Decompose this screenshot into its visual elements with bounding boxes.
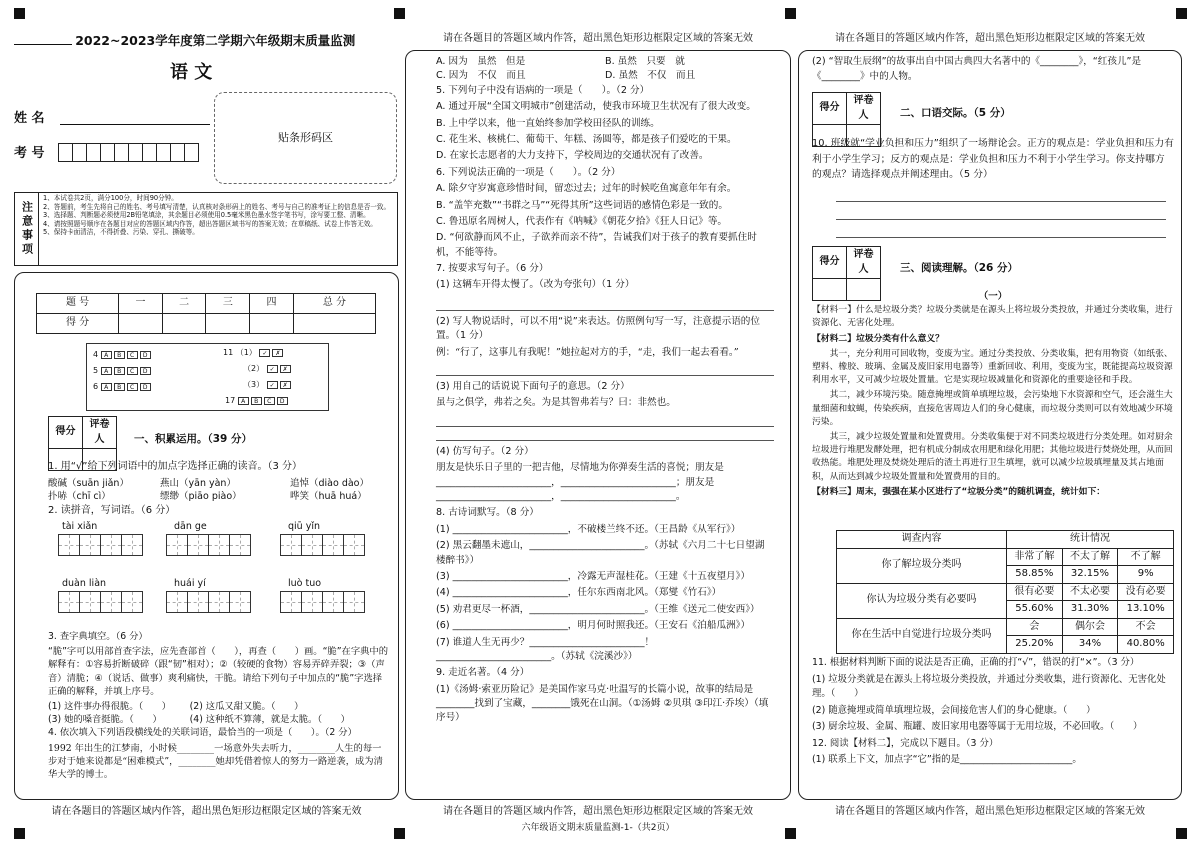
material1: 【材料一】什么是垃圾分类？垃圾分类就是在源头上将垃圾分类投放，并通过分类收集，进行资源化、无害化处理。	[812, 305, 1173, 329]
q11-item[interactable]: (3) 厨余垃圾、金属、瓶罐、废旧家用电器等属于无用垃圾，不必回收。（ ）	[812, 721, 1143, 733]
registration-mark-top-mid-right	[785, 8, 796, 19]
name-field[interactable]	[60, 124, 210, 125]
survey-value: 13.10%	[1118, 601, 1174, 619]
survey-option: 不太了解	[1062, 548, 1118, 566]
q6-option[interactable]: B. “盖竿充数”“书群之马”“死得其所”这些词语的感情色彩是一致的。	[436, 199, 728, 211]
q8-item[interactable]: (4) ________________________，任尔东西南北风。（郑燮《竹石》）	[436, 587, 722, 599]
section2-title: 二、口语交际。（5 分）	[900, 107, 1011, 119]
q7-prompt: 7. 按要求写句子。（6 分）	[436, 263, 549, 275]
q4-prompt: 4. 依次填入下列语段横线处的关联词语，最恰当的一项是（ ）。（2 分）	[48, 727, 357, 739]
q9-1[interactable]: (1)《汤姆·索亚历险记》是美国作家马克·吐温写的长篇小说，故事的结局是________找到了宝藏，________饿死在山洞。（①汤姆 ②贝琪 ③印江·乔埃）（填序号）	[436, 683, 769, 724]
pinyin-item[interactable]: duàn liàn	[58, 577, 142, 618]
middle-content	[436, 55, 774, 728]
cross-icon: ✗	[280, 365, 291, 373]
omr-row-17[interactable]: 17 A B C D	[225, 395, 290, 407]
barcode-area	[214, 92, 397, 184]
omr-row-11-1[interactable]: 11 （1） ✓ ✗	[223, 347, 285, 359]
registration-mark-top-mid-left	[394, 8, 405, 19]
check-icon: ✓	[267, 381, 278, 389]
omr-answer-box	[86, 343, 329, 411]
survey-option: 没有必要	[1118, 583, 1174, 601]
omr-row-4[interactable]: 4 A B C D	[93, 349, 153, 361]
notes-label: 注意事项	[15, 193, 39, 265]
scorer-grader-label: 评卷人	[847, 247, 881, 279]
q8-item[interactable]: (1) ________________________，不破楼兰终不还。（王昌龄《从军行》）	[436, 523, 741, 535]
score-table	[36, 293, 376, 334]
q5-option[interactable]: B. 上中学以来，他一直始终参加学校田径队的训练。	[436, 117, 660, 129]
exam-title: 2022~2023学年度第二学期六年级期末质量监测	[75, 33, 356, 48]
cross-icon: ✗	[280, 381, 291, 389]
q1-item[interactable]: 扑哧（chī cì）	[48, 491, 111, 503]
survey-value: 25.20%	[1007, 636, 1063, 654]
material2-p3: 其三，减少垃圾处置量和处置费用。分类收集便于对不同类垃圾进行分类处理。如对厨余垃圾进行堆肥发酵处理，把有机成分制成农用肥和绿化用肥；其他垃圾进行焚烧处理，从而回收热能。堆肥处理及焚烧处理后的渣土再进行卫生填埋，就可以减少垃圾填埋量及其占地面积，从而达到减少垃圾处置量和处置费用的目的。	[812, 431, 1173, 482]
pinyin-item[interactable]: luò tuo	[280, 577, 364, 618]
q12-prompt: 12. 阅读【材料二】，完成以下题目。（3 分）	[812, 737, 999, 749]
score-header: 一	[119, 294, 163, 314]
note-item: 2、答题前，考生先将自己的姓名、考号填写清楚，认真核对条形码上的姓名、考号与自己的准考证上的信息是否一致。	[43, 202, 391, 211]
q5-option[interactable]: D. 在家长志愿者的大力支持下，学校周边的交通状况有了改善。	[436, 150, 709, 162]
score-cell[interactable]	[293, 314, 375, 334]
scorer-grader-label: 评卷人	[83, 417, 117, 449]
survey-header: 调查内容	[837, 531, 1007, 549]
q8-prompt: 8. 古诗词默写。（8 分）	[436, 507, 539, 519]
boundary-notice-mid-top: 请在各题目的答题区域内作答，超出黑色矩形边框限定区域的答案无效	[443, 33, 753, 44]
q11-prompt: 11. 根据材料判断下面的说法是否正确，正确的打“√”，错误的打“×”。（3 分）	[812, 657, 1140, 668]
q7-2-example: 例：“行了，这事儿有我呢！”她拉起对方的手，“走，我们一起去看看。”	[436, 346, 739, 358]
page-footer: 六年级语文期末质量监测-1-（共2页）	[521, 823, 675, 833]
answer-line[interactable]	[436, 427, 774, 441]
material2-title: 【材料二】垃圾分类有什么意义？	[812, 333, 944, 344]
scorer-grader-label: 评卷人	[847, 93, 881, 125]
material3: 【材料三】周末，强强在某小区进行了“垃圾分类”的随机调查，统计如下：	[812, 486, 1106, 497]
survey-option: 非常了解	[1007, 548, 1063, 566]
score-cell[interactable]	[250, 314, 294, 334]
survey-question: 你了解垃圾分类吗	[837, 548, 1007, 583]
q12-1[interactable]: (1) 联系上下文，加点字“它”指的是________________________。	[812, 754, 1082, 766]
answer-line[interactable]	[836, 237, 1166, 238]
omr-row-6[interactable]: 6 A B C D	[93, 381, 153, 393]
scorer-score-label: 得分	[813, 247, 847, 279]
q8-item[interactable]: (6) ________________________，明月何时照我还。（王安石《泊船瓜洲》）	[436, 620, 751, 632]
notes-box	[14, 192, 398, 266]
boundary-notice-right-top: 请在各题目的答题区域内作答，超出黑色矩形边框限定区域的答案无效	[835, 33, 1145, 44]
q1-item[interactable]: 缥缈（piāo piào）	[160, 491, 242, 503]
survey-value: 9%	[1118, 566, 1174, 584]
q9-prompt: 9. 走近名著。（4 分）	[436, 667, 530, 679]
section3-title: 三、阅读理解。（26 分）	[900, 262, 1019, 274]
survey-value: 55.60%	[1007, 601, 1063, 619]
pinyin-item[interactable]: dān ge	[166, 520, 250, 561]
boundary-notice-right-bottom: 请在各题目的答题区域内作答，超出黑色矩形边框限定区域的答案无效	[835, 806, 1145, 817]
survey-value: 32.15%	[1062, 566, 1118, 584]
registration-mark-bottom-mid-left	[394, 828, 405, 839]
survey-option: 不会	[1118, 618, 1174, 636]
q6-option[interactable]: D. “何欲静而风不止，子欲养而亲不待”，告诫我们对于孩子的教育要抓住时机，不能等待。	[436, 232, 757, 258]
q3-text: “脆”字可以用部首查字法，应先查部首（ ），再查（ ）画。“脆”在字典中的解释有：①容易折断破碎（跟“韧”相对）；②（较硬的食物）容易弄碎弄裂；③（声音）清脆；④（说话、做事）爽利痛快，干脆。请给下列句子中加点的“脆”字选择正确的解释，并填上序号。	[48, 646, 389, 697]
survey-question: 你在生活中自觉进行垃圾分类吗	[837, 618, 1007, 653]
q9-2[interactable]: (2) “智取生辰纲”的故事出自中国古典四大名著中的《________》，“红孩儿”是《________》中的人物。	[812, 56, 1142, 83]
reading-material	[812, 290, 1174, 501]
registration-mark-bottom-left	[14, 828, 25, 839]
q8-item[interactable]: (2) 黑云翻墨未遮山，________________________。（苏轼《六月二十七日望湖楼醉书》）	[436, 540, 765, 566]
answer-line[interactable]	[436, 362, 774, 376]
survey-option: 会	[1007, 618, 1063, 636]
q3-item[interactable]: (2) 这瓜又甜又脆。（ ）	[189, 700, 304, 712]
score-header: 四	[250, 294, 294, 314]
q1-item[interactable]: 追悼（diào dào）	[290, 477, 369, 489]
q7-3-text: 虽与之俱学，弗若之矣。为是其智弗若与？曰：非然也。	[436, 397, 676, 409]
score-header: 二	[162, 294, 206, 314]
score-row-label: 得 分	[37, 314, 119, 334]
q3-item[interactable]: (3) 她的嗓音挺脆。（ ）	[48, 714, 162, 726]
score-header: 三	[206, 294, 250, 314]
q5-option[interactable]: C. 花生米、核桃仁、葡萄干、年糕、汤圆等，都是孩子们爱吃的干果。	[436, 133, 737, 145]
q11-item[interactable]: (1) 垃圾分类就是在源头上将垃圾分类投放，并通过分类收集，进行资源化、无害化处理。（ ）	[812, 673, 1166, 700]
q2-prompt: 2. 读拼音，写词语。（6 分）	[48, 505, 176, 517]
q3-item[interactable]: (4) 这种纸不算薄，就是太脆。（ ）	[189, 714, 350, 726]
answer-line[interactable]	[436, 413, 774, 427]
q7-4-text[interactable]: 朋友是快乐日子里的一把吉他，尽情地为你弹奏生活的喜悦；朋友是________________________，________________________；朋友是________________________，________________________。	[436, 462, 724, 502]
q11-q12-content	[812, 656, 1174, 770]
score-cell[interactable]	[119, 314, 163, 334]
q7-2: (2) 写人物说话时，可以不用“说”来表达。仿照例句写一写，注意提示语的位置。（1 分）	[436, 315, 760, 342]
note-item: 3、选择题、判断题必须使用2B铅笔填涂，其余题目必须使用0.5毫米黑色墨水签字笔书写，涂写要工整、清晰。	[43, 211, 370, 220]
q5-option[interactable]: A. 通过开展“全国文明城市”创建活动，使我市环境卫生状况有了很大改变。	[436, 101, 756, 113]
survey-option: 偶尔会	[1062, 618, 1118, 636]
q4-text: 1992 年出生的江梦南，小时候________一场意外失去听力，________人生的每一步对于她来说都是“困难模式”，________她却凭借着惊人的努力一路逆袭，成为清华大学的博士。	[48, 742, 383, 780]
survey-header: 统计情况	[1007, 531, 1174, 549]
q7-3: (3) 用自己的话说说下面句子的意思。（2 分）	[436, 381, 630, 393]
pinyin-item[interactable]: huái yí	[166, 577, 250, 618]
q4-option[interactable]: B. 虽然 只要 就	[605, 56, 685, 67]
answer-line[interactable]	[436, 295, 774, 311]
check-icon: ✓	[259, 349, 270, 357]
survey-option: 不了解	[1118, 548, 1174, 566]
note-item: 4、请按照题号顺序在各题目对应的答题区域内作答，超出答题区域书写的答案无效；在草稿纸、试卷上作答无效。	[43, 219, 377, 228]
q3-items	[48, 700, 388, 726]
section1-content	[48, 460, 388, 521]
exam-title-row	[14, 32, 398, 51]
q5-prompt: 5. 下列句子中没有语病的一项是（ ）。（2 分）	[436, 84, 650, 96]
q8-item[interactable]: (3) ________________________，冷露无声湿桂花。（王建《十五夜望月》）	[436, 570, 751, 582]
name-label: 姓 名	[14, 111, 45, 126]
q4-options	[436, 55, 774, 84]
q4-option[interactable]: C. 因为 不仅 而且	[436, 70, 526, 82]
q1-items	[48, 477, 388, 505]
pinyin-item[interactable]: tài xiǎn	[58, 520, 142, 561]
q8-item[interactable]: (7) 谁道人生无再少？________________________！________________________。（苏轼《浣溪沙》）	[436, 636, 655, 662]
q8-item[interactable]: (5) 劝君更尽一杯酒，________________________。（王维《送元二使安西》）	[436, 603, 760, 615]
q3-q4-content	[48, 630, 388, 783]
score-header: 总 分	[293, 294, 375, 314]
q6-prompt: 6. 下列说法正确的一项是（ ）。（2 分）	[436, 166, 621, 178]
material2-p1: 其一，充分利用可回收物，变废为宝。通过分类投放、分类收集，把有用物资（如纸张、塑料、橡胶、玻璃、金属及废旧家用电器等）重新回收、利用，变废为宝，既能提高垃圾资源利用水平，又可减少垃圾处置量。它是实现垃圾减量化和资源化的重要途径和手段。	[812, 348, 1173, 386]
q6-option[interactable]: C. 鲁迅原名周树人，代表作有《呐喊》《朝花夕拾》《狂人日记》等。	[436, 215, 728, 227]
scorer-score-label: 得分	[49, 417, 83, 449]
answer-line[interactable]	[836, 201, 1166, 202]
q3-prompt: 3. 查字典填空。（6 分）	[48, 631, 148, 642]
survey-option: 很有必要	[1007, 583, 1063, 601]
survey-value: 58.85%	[1007, 566, 1063, 584]
omr-row-5[interactable]: 5 A B C D	[93, 365, 153, 377]
q6-option[interactable]: A. 除夕守岁寓意珍惜时间，留恋过去；过年的时候吃鱼寓意年年有余。	[436, 183, 737, 195]
survey-table	[836, 530, 1174, 654]
pinyin-item[interactable]: qiū yǐn	[280, 520, 364, 561]
omr-row-11-2[interactable]: （2） ✓ ✗	[243, 363, 293, 375]
note-item: 1、本试卷共2页，满分100分，时间90分钟。	[43, 194, 178, 202]
q10-prompt: 10. 班级就“学业负担和压力”组织了一场辩论会。正方的观点是：学业负担和压力有利于小学生学习；反方的观点是：学业负担和压力不利于小学生学习。你支持哪方的观点？请选择观点并阐述理由。（5 分）	[812, 138, 1174, 181]
cross-icon: ✗	[272, 349, 283, 357]
score-header: 题 号	[37, 294, 119, 314]
registration-mark-top-left	[14, 8, 25, 19]
score-cell[interactable]	[162, 314, 206, 334]
q3-item[interactable]: (1) 这件事办得很脆。（ ）	[48, 700, 172, 712]
pinyin-grid-area	[48, 520, 388, 630]
reading-part-label: （一）	[978, 291, 1008, 302]
q7-4: (4) 仿写句子。（2 分）	[436, 445, 534, 457]
q4-option[interactable]: A. 因为 虽然 但是	[436, 56, 526, 67]
subject-title: 语 文	[170, 62, 213, 83]
survey-value: 40.80%	[1118, 636, 1174, 654]
q1-item[interactable]: 酸碱（suān jiǎn）	[48, 477, 129, 489]
q11-item[interactable]: (2) 随意掩埋或简单填埋垃圾，会间接危害人们的身心健康。（ ）	[812, 704, 1096, 716]
section1-title: 一、积累运用。（39 分）	[134, 433, 253, 445]
id-label: 考 号	[14, 146, 45, 161]
q4-option[interactable]: D. 虽然 不仅 而且	[605, 70, 696, 82]
survey-question: 你认为垃圾分类有必要吗	[837, 583, 1007, 618]
check-icon: ✓	[267, 365, 278, 373]
registration-mark-bottom-right	[1176, 828, 1187, 839]
omr-row-11-3[interactable]: （3） ✓ ✗	[243, 379, 293, 391]
registration-mark-top-right	[1176, 8, 1187, 19]
boundary-notice-left: 请在各题目的答题区域内作答，超出黑色矩形边框限定区域的答案无效	[51, 806, 362, 817]
q1-prompt: 1. 用“√”给下列词语中的加点字选择正确的读音。（3 分）	[48, 461, 302, 472]
id-boxes[interactable]	[58, 143, 199, 162]
barcode-label: 贴条形码区	[278, 131, 333, 145]
answer-line[interactable]	[836, 219, 1166, 220]
survey-option: 不太必要	[1062, 583, 1118, 601]
boundary-notice-mid-bottom: 请在各题目的答题区域内作答，超出黑色矩形边框限定区域的答案无效	[443, 806, 753, 817]
material2-p2: 其二，减少环境污染。随意掩埋或简单填埋垃圾，会污染地下水资源和空气，还会滋生大量细菌和蚊蝇，传染疾病，直接危害周边人们的身心健康，而垃圾分类则可以有效地减少环境污染。	[812, 390, 1173, 427]
q1-item[interactable]: 燕山（yān yàn）	[160, 477, 236, 489]
notes-list	[39, 193, 394, 265]
survey-value: 34%	[1062, 636, 1118, 654]
q1-item[interactable]: 哗笑（huā huá）	[290, 491, 367, 503]
note-item: 5、保持卡面清洁，不得折叠、污染、穿孔、撕破等。	[43, 228, 199, 237]
scorer-score-label: 得分	[813, 93, 847, 125]
survey-value: 31.30%	[1062, 601, 1118, 619]
q7-1: (1) 这辆车开得太慢了。（改为夸张句）（1 分）	[436, 279, 635, 291]
score-cell[interactable]	[206, 314, 250, 334]
